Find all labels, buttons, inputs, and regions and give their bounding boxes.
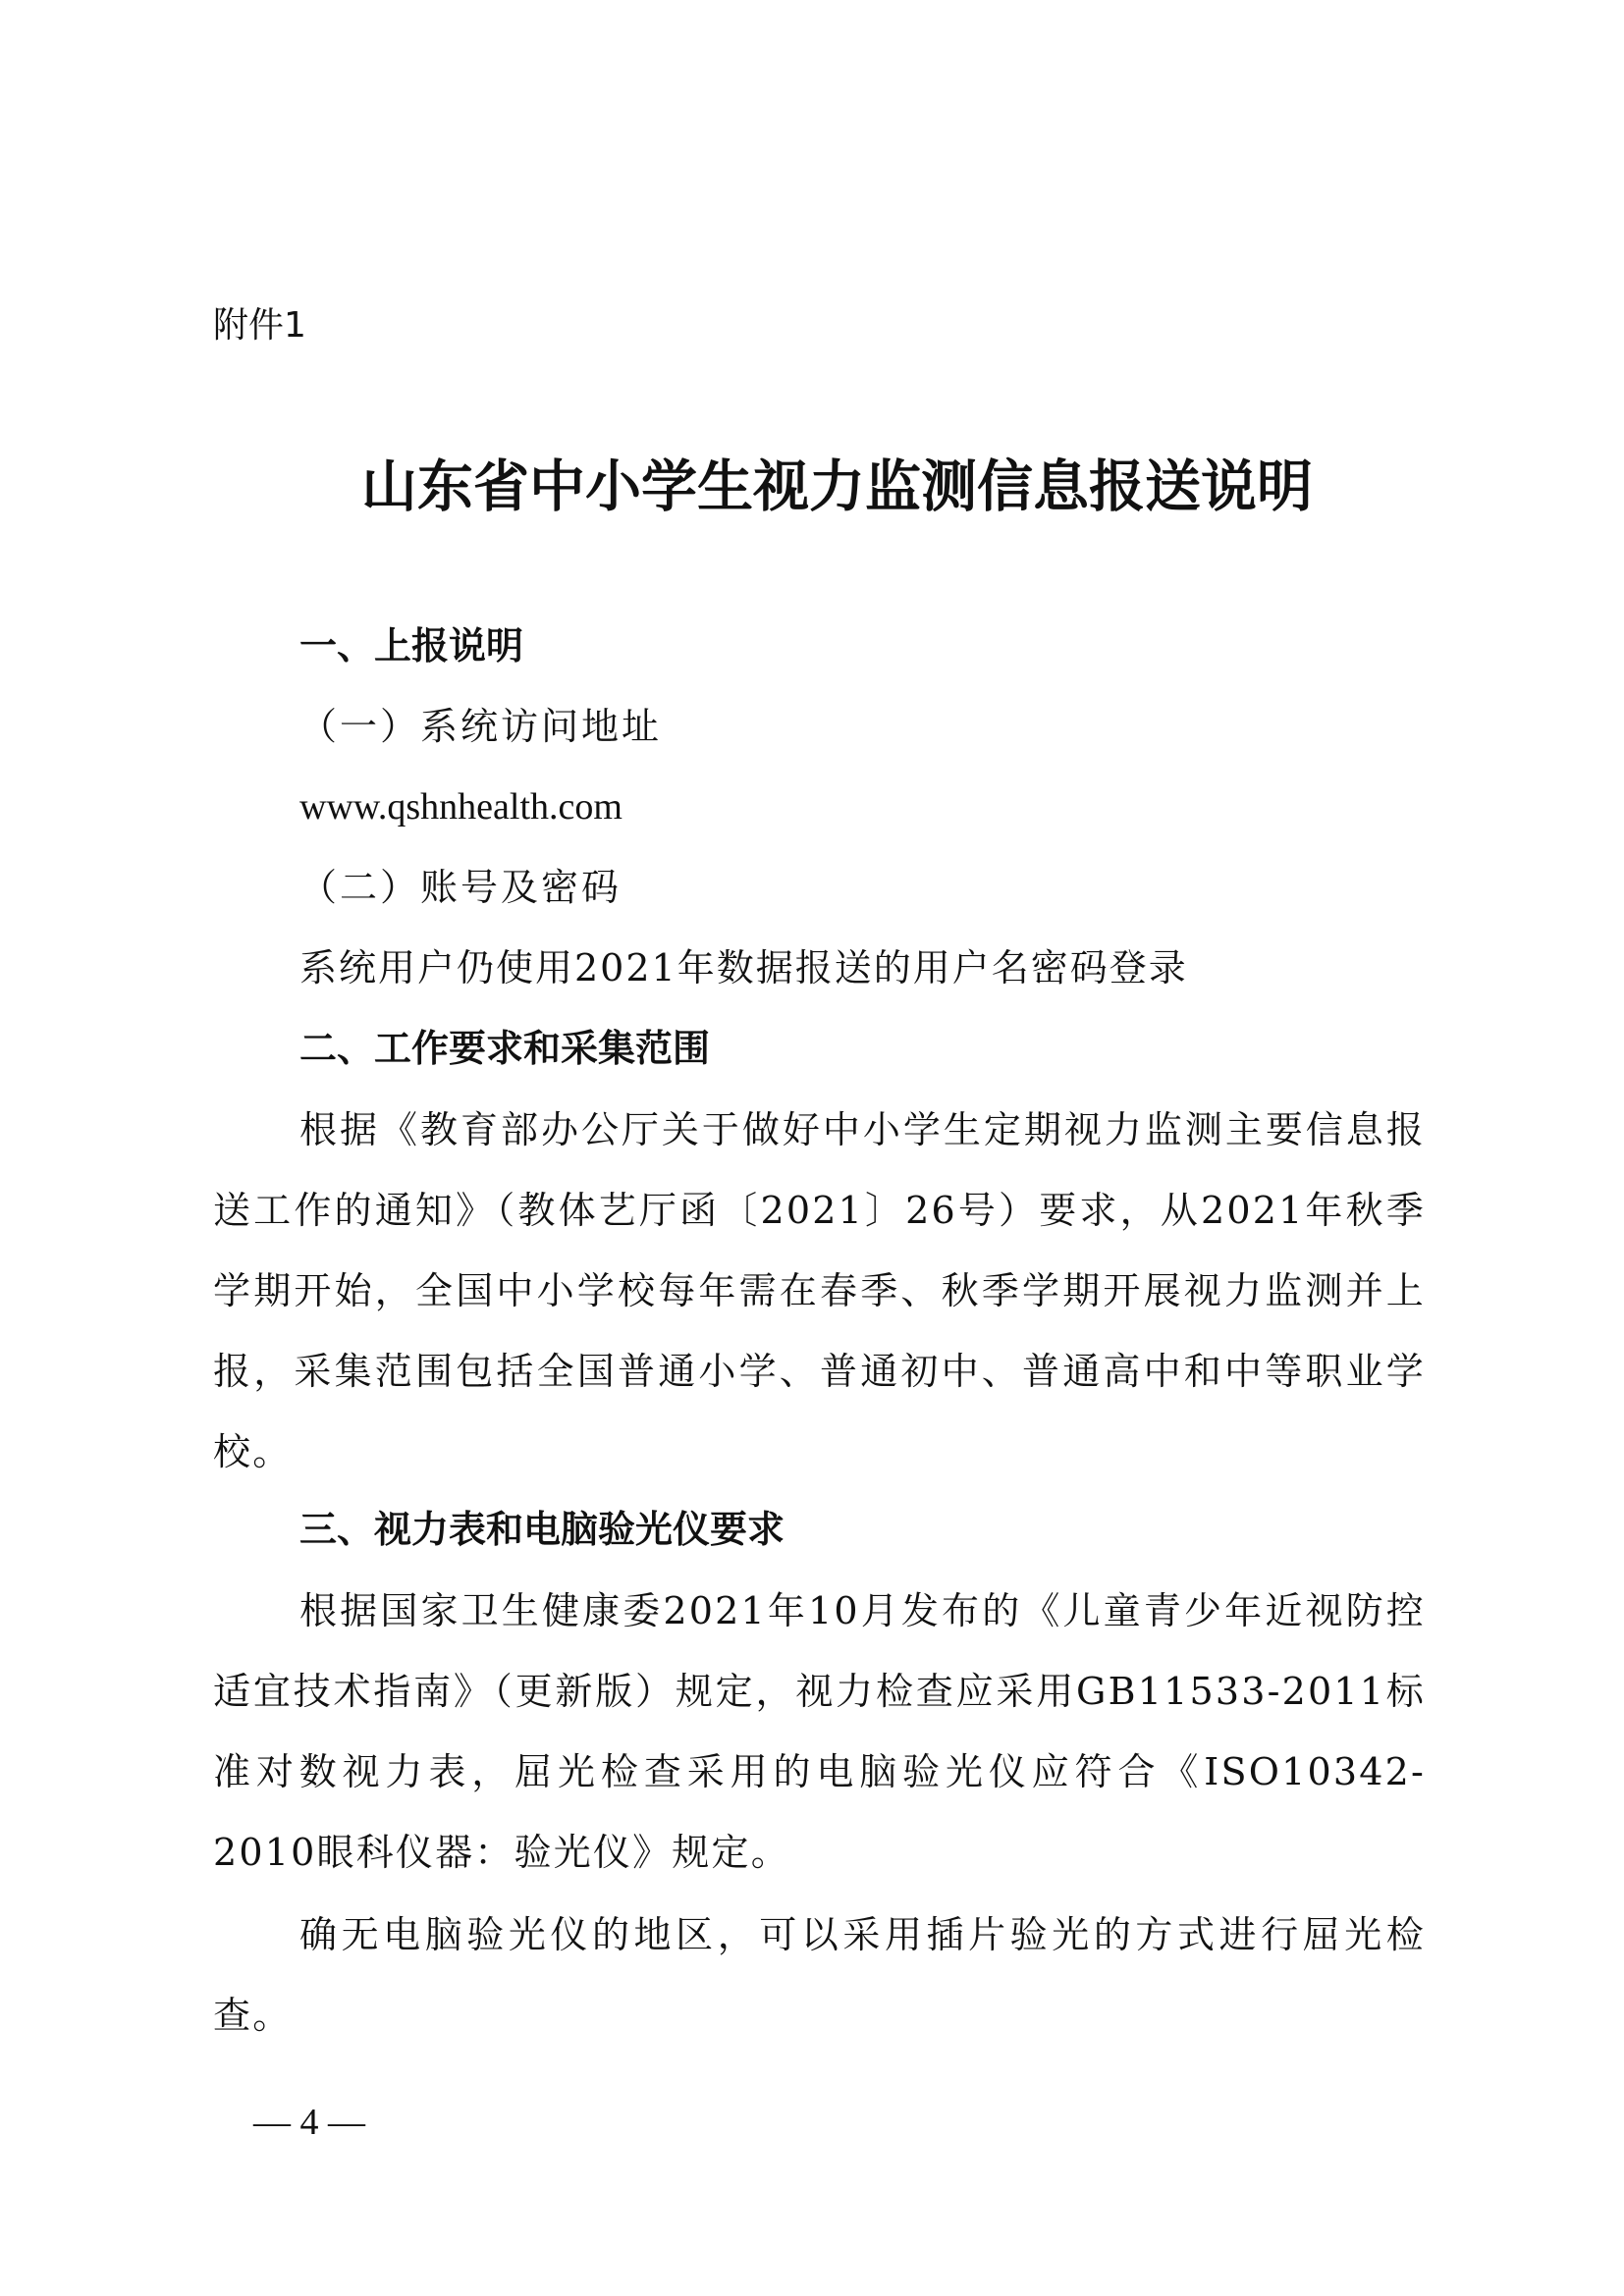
section-1-subheading-2: （二）账号及密码 — [299, 866, 623, 909]
document-title: 山东省中小学生视力监测信息报送说明 — [361, 454, 1313, 519]
section-3-heading: 三、视力表和电脑验光仪要求 — [299, 1508, 785, 1551]
section-3-paragraph-2: 确无电脑验光仪的地区，可以采用插片验光的方式进行屈光检查。 — [213, 1913, 1426, 2037]
page-number: — 4 — — [253, 2102, 365, 2143]
account-text: 系统用户仍使用2021年数据报送的用户名密码登录 — [299, 946, 1188, 989]
section-2-paragraph: 根据《教育部办公厅关于做好中小学生定期视力监测主要信息报送工作的通知》（教体艺厅函〔2021〕26号）要求，从2021年秋季学期开始，全国中小学校每年需在春季、秋季学期开展视力监测并上报，采集范围包括全国普通小学、普通初中、普通高中和中等职业学校。 — [213, 1108, 1426, 1473]
section-1-heading: 一、上报说明 — [299, 624, 524, 667]
system-url: www.qshnhealth.com — [299, 786, 623, 828]
attachment-label: 附件1 — [213, 305, 306, 346]
section-2-heading: 二、工作要求和采集范围 — [299, 1027, 711, 1070]
section-1-subheading-1: （一）系统访问地址 — [299, 705, 663, 748]
section-3-paragraph-1: 根据国家卫生健康委2021年10月发布的《儿童青少年近视防控适宜技术指南》（更新版）规定，视力检查应采用GB11533-2011标准对数视力表，屈光检查采用的电脑验光仪应符合《ISO10342-2010眼科仪器：验光仪》规定。 — [213, 1589, 1426, 1874]
